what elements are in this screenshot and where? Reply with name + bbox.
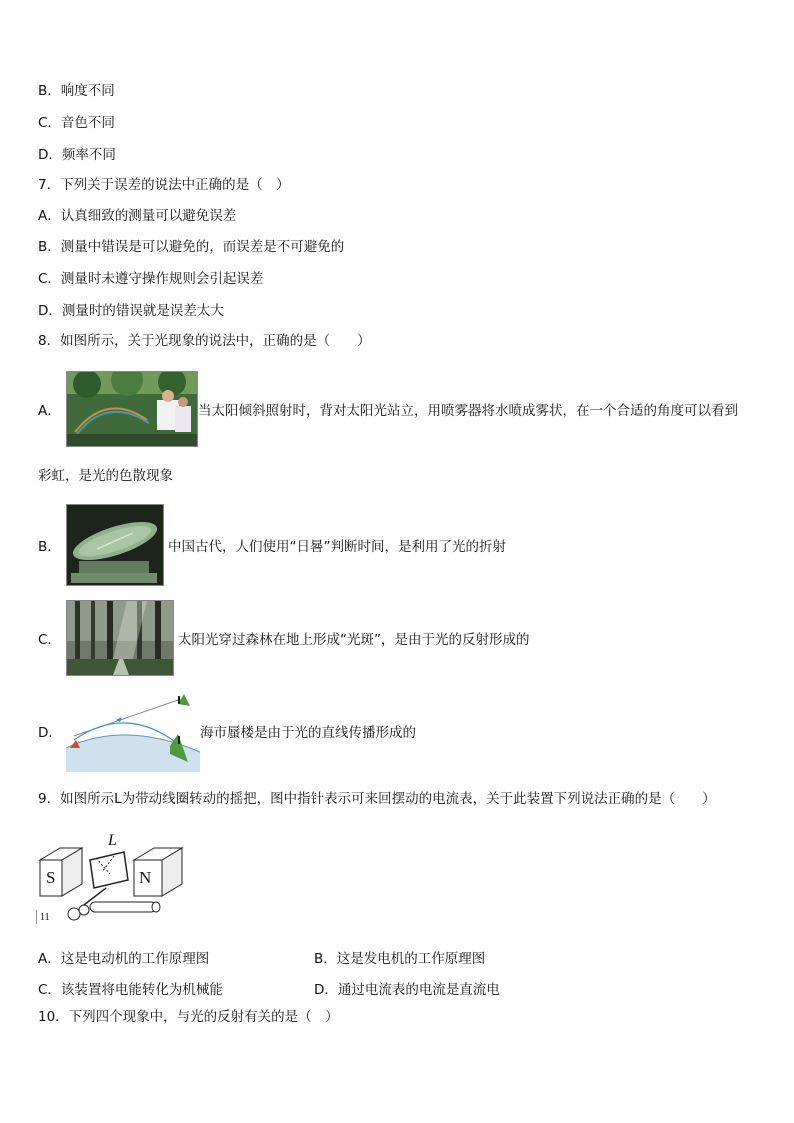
q8-option-b-label: B． [38, 539, 61, 555]
rainbow-spray-photo [66, 371, 198, 447]
q8-option-d-text: 海市蜃楼是由于光的直线传播形成的 [200, 725, 416, 741]
q8-option-d-label: D． [38, 725, 62, 741]
q8-option-c [38, 600, 530, 676]
q9-option-c: C．该装置将电能转化为机械能 [38, 982, 223, 998]
q8-option-a-text-cont: 彩虹，是光的色散现象 [38, 468, 173, 484]
q6-option-b: B．响度不同 [38, 83, 115, 99]
crank-l-label: L [108, 832, 117, 849]
q7-option-b: B．测量中错误是可以避免的，而误差是不可避免的 [38, 239, 345, 255]
magnet-s-label: S [46, 868, 56, 887]
q8-option-a-text: 当太阳倾斜照射时，背对太阳光站立，用喷雾器将水喷成雾状，在一个合适的角度可以看到 [198, 403, 738, 419]
q8-stem: 8．如图所示，关于光现象的说法中，正确的是（ ） [38, 333, 371, 349]
q9-options-row-1 [38, 947, 738, 967]
q9-option-b: B．这是发电机的工作原理图 [314, 951, 486, 967]
q6-option-c: C．音色不同 [38, 115, 115, 131]
q8-option-c-label: C． [38, 632, 61, 648]
q7-stem: 7．下列关于误差的说法中正确的是（ ） [38, 177, 290, 193]
q7-option-a: A．认真细致的测量可以避免误差 [38, 208, 237, 224]
q10-stem: 10．下列四个现象中，与光的反射有关的是（ ） [38, 1009, 339, 1025]
magnet-n-label: N [139, 868, 152, 887]
forest-light-photo [66, 600, 174, 676]
q9-options-row-2 [38, 978, 738, 998]
q9-option-a: A．这是电动机的工作原理图 [38, 951, 210, 967]
q7-option-d: D．测量时的错误就是误差太大 [38, 303, 224, 319]
generator-diagram [36, 830, 196, 928]
q8-option-d [38, 690, 416, 772]
q6-option-d: D．频率不同 [38, 147, 116, 163]
sundial-photo [66, 504, 164, 586]
q8-option-a-label: A． [38, 403, 61, 419]
q7-option-c: C．测量时未遵守操作规则会引起误差 [38, 271, 264, 287]
figure-number: 11 [40, 912, 50, 923]
q9-stem: 9．如图所示L为带动线圈转动的摇把，图中指针表示可来回摆动的电流表，关于此装置下列说法正确的是（ ） [38, 791, 716, 807]
mirage-diagram [66, 690, 200, 772]
q8-option-b-text: 中国古代，人们使用“日晷”判断时间，是利用了光的折射 [168, 539, 506, 555]
q8-option-c-text: 太阳光穿过森林在地上形成“光斑”，是由于光的反射形成的 [178, 632, 530, 648]
q9-option-d: D．通过电流表的电流是直流电 [314, 982, 500, 998]
q8-option-b [38, 504, 506, 586]
q8-option-a [38, 371, 738, 447]
